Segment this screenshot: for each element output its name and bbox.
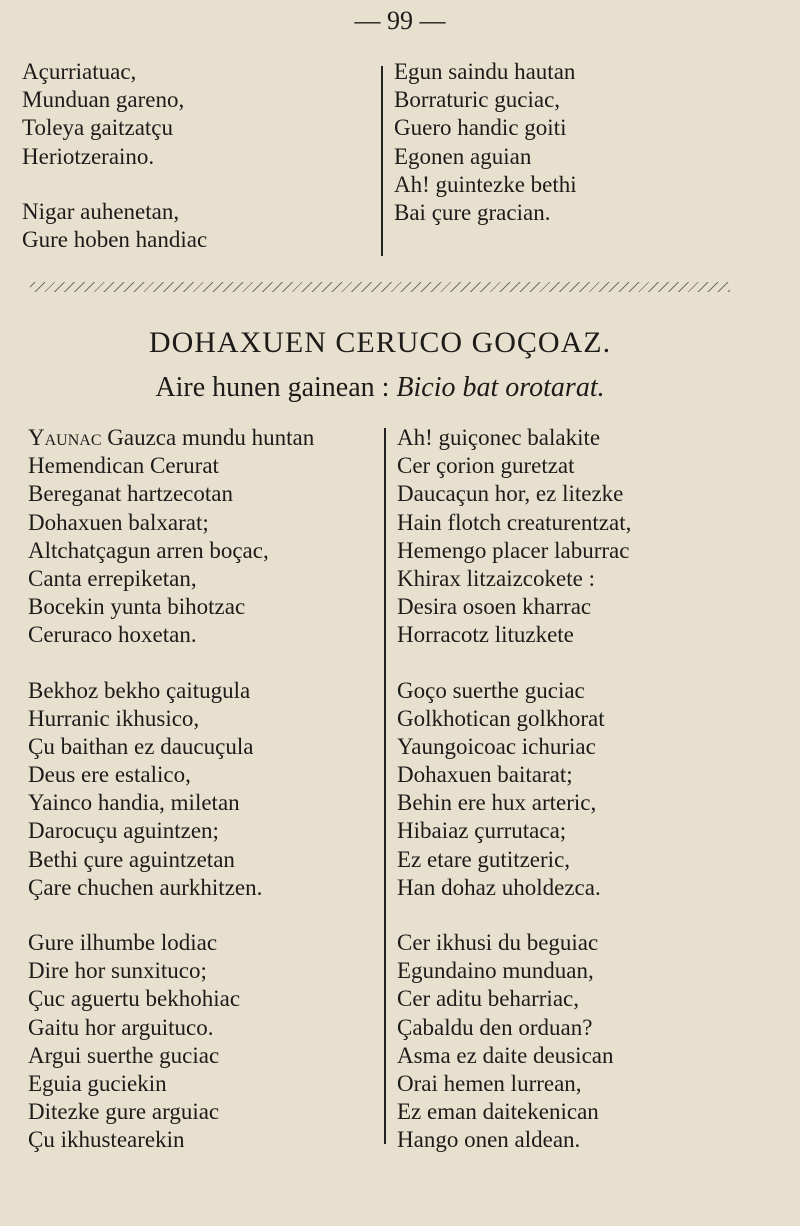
left-column: [28, 424, 314, 1155]
verse-line: Hango onen aldean.: [397, 1127, 581, 1153]
verse-line: Dohaxuen balxarat;: [28, 509, 209, 535]
verse-line: Darocuçu aguintzen;: [28, 818, 219, 844]
tune-name: Bicio bat orotarat.: [396, 372, 605, 403]
verse-line: Ah! guintezke bethi: [394, 171, 577, 197]
top-right-column: [394, 58, 577, 227]
verse-line: Çabaldu den orduan?: [397, 1014, 593, 1040]
verse-line: Asma ez daite deusican: [397, 1042, 614, 1068]
verse-line: Çuc aguertu bekhohiac: [28, 986, 241, 1012]
verse-line: Daucaçun hor, ez litezke: [397, 481, 624, 507]
verse-line: Ditezke gure arguiac: [28, 1099, 220, 1125]
verse-line: Bai çure gracian.: [394, 199, 551, 225]
verse-line: Hurranic ikhusico,: [28, 705, 200, 731]
column-divider: [384, 428, 386, 1144]
verse-line: Egonen aguian: [394, 143, 532, 169]
verse-line: Bereganat hartzecotan: [28, 481, 233, 507]
verse-line: Han dohaz uholdezca.: [397, 874, 601, 900]
top-left-column: [22, 58, 207, 254]
verse-line: Yaunac Gauzca mundu huntan: [28, 425, 315, 450]
verse-line: Canta errepiketan,: [28, 565, 197, 591]
verse-line: Ez etare gutitzeric,: [397, 846, 571, 872]
verse-line: Goço suerthe guciac: [397, 677, 585, 703]
right-column: [397, 424, 631, 1155]
verse-line: Ceruraco hoxetan.: [28, 622, 197, 648]
verse-line: Argui suerthe guciac: [28, 1042, 220, 1068]
verse-line: Bekhoz bekho çaitugula: [28, 677, 251, 703]
verse-line: Heriotzeraino.: [22, 143, 155, 169]
verse-line: Cer ikhusi du beguiac: [397, 930, 599, 955]
verse-line: Bocekin yunta bihotzac: [28, 594, 246, 620]
verse-line: Behin ere hux arteric,: [397, 790, 597, 816]
verse-line: Yainco handia, miletan: [28, 790, 240, 816]
verse-line: Desira osoen kharrac: [397, 594, 592, 620]
column-divider: [381, 66, 383, 256]
verse-line: Bethi çure aguintzetan: [28, 846, 235, 872]
verse-line: Borraturic guciac,: [394, 87, 561, 113]
verse-line: Hemendican Cerurat: [28, 453, 219, 479]
poem-title: DOHAXUEN CERUCO GOÇOAZ.: [148, 326, 612, 359]
verse-line: Horracotz lituzkete: [397, 622, 574, 648]
verse-line: Çare chuchen aurkhitzen.: [28, 874, 263, 900]
verse-line: Khirax litzaizcokete :: [397, 565, 595, 591]
verse-line: Hemengo placer laburrac: [397, 537, 630, 563]
verse-line: Gure hoben handiac: [22, 226, 208, 252]
verse-line: Egundaino munduan,: [397, 958, 594, 984]
verse-line: Hibaiaz çurrutaca;: [397, 818, 567, 844]
verse-line: Dire hor sunxituco;: [28, 958, 207, 984]
verse-line: Çu baithan ez daucuçula: [28, 733, 254, 759]
verse-line: Dohaxuen baitarat;: [397, 762, 573, 788]
tune-separator: :: [381, 372, 390, 403]
verse-line: Cer çorion guretzat: [397, 453, 575, 479]
verse-line: Nigar auhenetan,: [22, 198, 180, 224]
verse-line: Açurriatuac,: [22, 59, 137, 84]
verse-line: Golkhotican golkhorat: [397, 705, 605, 731]
verse-line: Çu ikhustearekin: [28, 1127, 185, 1153]
verse-line: Orai hemen lurrean,: [397, 1070, 582, 1096]
tune-intro: Aire hunen gainean: [155, 372, 375, 403]
verse-line: Altchatçagun arren boçac,: [28, 537, 269, 563]
verse-line: Gaitu hor arguituco.: [28, 1014, 214, 1040]
verse-line: Egun saindu hautan: [394, 59, 576, 84]
verse-line: Guero handic goiti: [394, 115, 567, 141]
verse-line: Yaungoicoac ichuriac: [397, 733, 596, 759]
verse-line: Ez eman daitekenican: [397, 1099, 599, 1125]
verse-line: Munduan gareno,: [22, 87, 185, 113]
decorative-rule: [30, 282, 730, 292]
verse-line: Deus ere estalico,: [28, 762, 191, 788]
verse-line: Cer aditu beharriac,: [397, 986, 579, 1012]
verse-line: Hain flotch creaturentzat,: [397, 509, 632, 535]
page-number: — 99 —: [354, 6, 446, 35]
verse-line: Gure ilhumbe lodiac: [28, 930, 218, 955]
verse-line: Eguia guciekin: [28, 1070, 167, 1096]
verse-line: Toleya gaitzatçu: [22, 115, 174, 141]
tune-line: [0, 372, 760, 404]
first-word: Yaunac: [28, 425, 102, 450]
verse-line: Ah! guiçonec balakite: [397, 425, 601, 450]
